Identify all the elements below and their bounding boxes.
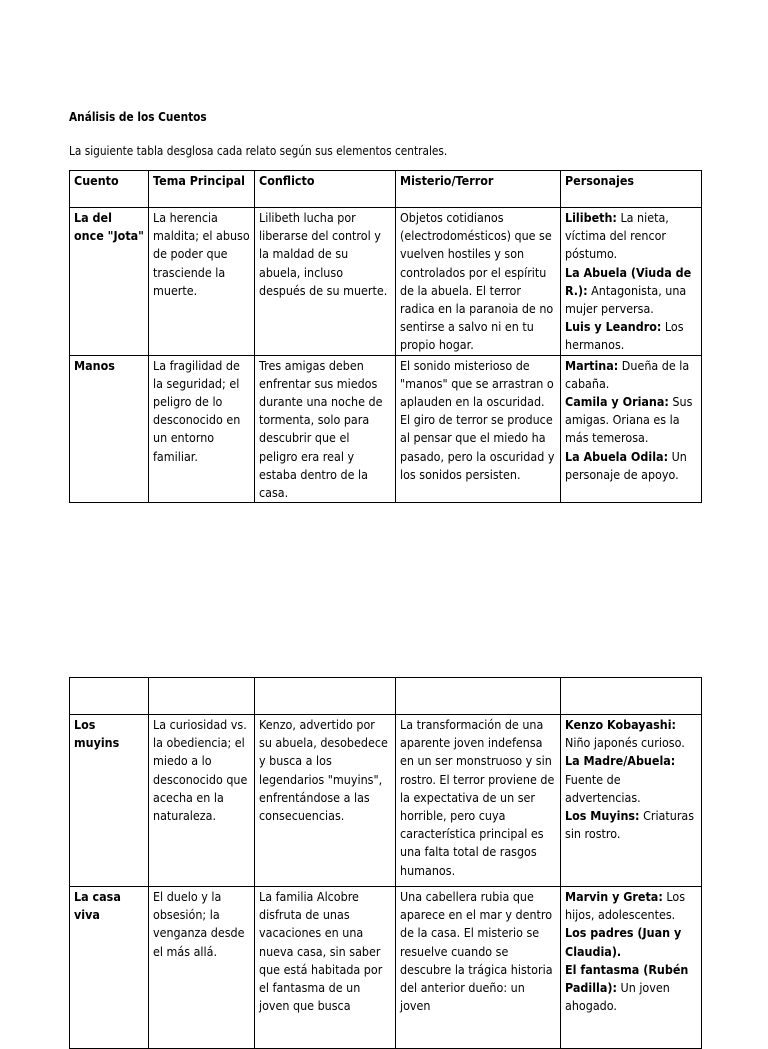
character-name: Los padres (Juan y Claudia). bbox=[565, 926, 682, 959]
character-description: Niño japonés curioso. bbox=[565, 736, 685, 751]
character-name: Lilibeth: bbox=[565, 211, 617, 225]
character-entry bbox=[565, 448, 697, 484]
character-entry bbox=[565, 716, 697, 752]
table-row bbox=[70, 208, 702, 356]
character-description: Fuente de advertencias. bbox=[565, 772, 641, 805]
character-name: Marvin y Greta: bbox=[565, 890, 663, 904]
conflicto-cell: Kenzo, advertido por su abuela, desobedece y busca a los legendarios "muyins", enfrentándose a las consecuencias. bbox=[255, 715, 396, 887]
cuento-cell: Manos bbox=[70, 355, 149, 503]
empty-cell bbox=[70, 678, 149, 715]
character-description: Los hermanos. bbox=[565, 320, 684, 353]
character-name: Kenzo Kobayashi: bbox=[565, 718, 676, 732]
character-name: Martina: bbox=[565, 358, 619, 373]
character-name: El fantasma (Rubén Padilla): bbox=[565, 962, 689, 996]
empty-cell bbox=[149, 678, 255, 715]
character-description: Criaturas sin rostro. bbox=[565, 809, 695, 842]
character-name: La Abuela Odila: bbox=[565, 449, 669, 464]
misterio-cell: Objetos cotidianos (electrodomésticos) que se vuelven hostiles y son controlados por el espíritu de la abuela. El terror radica en la paranoia de no sentirse a salvo ni en tu propio hogar. bbox=[396, 208, 561, 356]
character-entry bbox=[565, 752, 697, 807]
cuento-cell: Los muyins bbox=[70, 715, 149, 887]
misterio-cell: Una cabellera rubia que aparece en el mar y dentro de la casa. El misterio se resuelve cuando se descubre la trágica historia del anterior dueño: un joven bbox=[396, 887, 561, 1049]
character-name: La Abuela (Viuda de R.): bbox=[565, 265, 692, 298]
character-entry bbox=[565, 807, 697, 843]
empty-table-row bbox=[70, 678, 702, 715]
header-cell-tema: Tema Principal bbox=[149, 171, 255, 208]
personajes-cell bbox=[561, 887, 702, 1049]
character-description: Un personaje de apoyo. bbox=[565, 449, 687, 482]
tema-cell: La herencia maldita; el abuso de poder que trasciende la muerte. bbox=[149, 208, 255, 356]
character-entry bbox=[565, 209, 697, 264]
table-header-row bbox=[70, 171, 702, 208]
personajes-cell bbox=[561, 355, 702, 503]
conflicto-cell: La familia Alcobre disfruta de unas vacaciones en una nueva casa, sin saber que está habitada por el fantasma de un joven que busca bbox=[255, 887, 396, 1049]
misterio-cell: La transformación de una aparente joven indefensa en un ser monstruoso y sin rostro. El terror proviene de la expectativa de un ser horrible, pero cuya característica principal es una falta total de rasgos humanos. bbox=[396, 715, 561, 887]
document-title: Análisis de los Cuentos bbox=[69, 110, 207, 124]
story-analysis-table bbox=[69, 170, 702, 503]
tema-cell: La curiosidad vs. la obediencia; el miedo a lo desconocido que acecha en la naturaleza. bbox=[149, 715, 255, 887]
character-entry bbox=[565, 264, 697, 319]
character-entry bbox=[565, 357, 697, 393]
header-cell-cuento: Cuento bbox=[70, 171, 149, 208]
character-entry bbox=[565, 888, 697, 924]
character-name: La Madre/Abuela: bbox=[565, 754, 676, 769]
character-description: Sus amigas. Oriana es la más temerosa. bbox=[565, 395, 693, 446]
header-cell-conflicto: Conflicto bbox=[255, 171, 396, 208]
empty-cell bbox=[255, 678, 396, 715]
tema-cell: La fragilidad de la seguridad; el peligro de lo desconocido en un entorno familiar. bbox=[149, 355, 255, 503]
character-entry bbox=[565, 393, 697, 448]
table-row bbox=[70, 715, 702, 887]
cuento-cell: La del once "Jota" bbox=[70, 208, 149, 356]
cuento-cell: La casa viva bbox=[70, 887, 149, 1049]
personajes-cell bbox=[561, 715, 702, 887]
table-row bbox=[70, 355, 702, 503]
story-analysis-table-continued bbox=[69, 677, 702, 1049]
character-entry bbox=[565, 924, 697, 960]
character-description: Un joven ahogado. bbox=[565, 981, 670, 1014]
empty-cell bbox=[561, 678, 702, 715]
document-intro: La siguiente tabla desglosa cada relato según sus elementos centrales. bbox=[69, 144, 448, 158]
conflicto-cell: Tres amigas deben enfrentar sus miedos durante una noche de tormenta, solo para descubrir que el peligro era real y estaba dentro de la casa. bbox=[255, 355, 396, 503]
character-description: Dueña de la cabaña. bbox=[565, 358, 690, 391]
character-name: Luis y Leandro: bbox=[565, 320, 662, 335]
character-name: Camila y Oriana: bbox=[565, 395, 669, 410]
character-description: Los hijos, adolescentes. bbox=[565, 890, 686, 923]
header-cell-misterio: Misterio/Terror bbox=[396, 171, 561, 208]
character-entry bbox=[565, 318, 697, 354]
header-cell-personajes: Personajes bbox=[561, 171, 702, 208]
character-entry bbox=[565, 961, 697, 1016]
character-description: La nieta, víctima del rencor póstumo. bbox=[565, 211, 669, 262]
table-row bbox=[70, 887, 702, 1049]
conflicto-cell: Lilibeth lucha por liberarse del control y la maldad de su abuela, incluso después de su muerte. bbox=[255, 208, 396, 356]
character-name: Los Muyins: bbox=[565, 809, 640, 824]
tema-cell: El duelo y la obsesión; la venganza desde el más allá. bbox=[149, 887, 255, 1049]
misterio-cell: El sonido misterioso de "manos" que se arrastran o aplauden en la oscuridad. El giro de terror se produce al pensar que el miedo ha pasado, pero la oscuridad y los sonidos persisten. bbox=[396, 355, 561, 503]
character-description: Antagonista, una mujer perversa. bbox=[565, 283, 687, 317]
empty-cell bbox=[396, 678, 561, 715]
personajes-cell bbox=[561, 208, 702, 356]
